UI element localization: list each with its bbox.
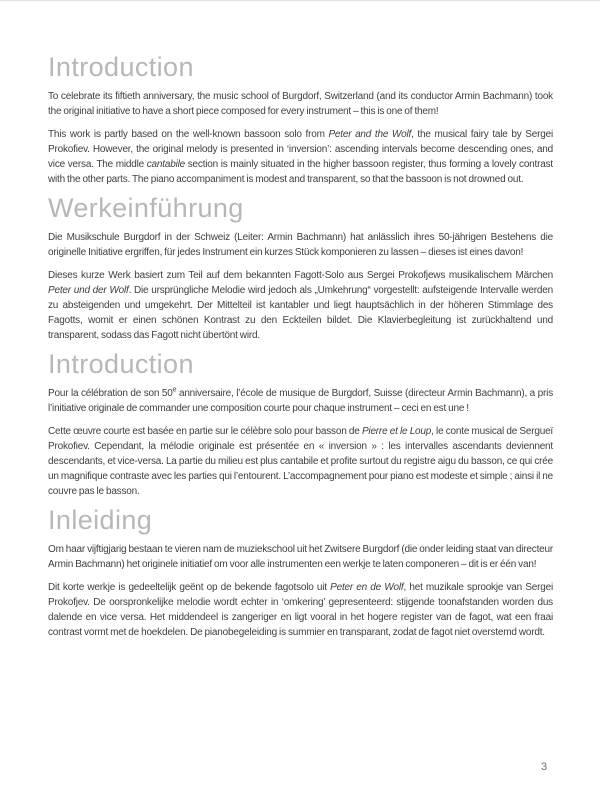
superscript-text: e — [172, 386, 177, 394]
italic-text: Peter en de Wolf — [330, 582, 404, 593]
text-run: Dieses kurze Werk basiert zum Teil auf dem bekannten Fagott-Solo aus Sergei Prokofjews musikalischem Märchen — [48, 270, 553, 281]
section-introduction-english — [48, 54, 553, 187]
paragraph — [48, 89, 553, 119]
text-run: , le conte musical de Sergueï Prokofiev. Cependant, la mélodie originale est présentée en « inversion » : les intervalles ascendants deviennent descendants, et vice-versa. La partie du milieu est plus cantabile et profite surtout du registre aigu du basson, ce qui crée un magnifique contraste avec les parties qui l’entourent. L’accompagnement pour piano est modeste et simple ; ainsi il ne couvre pas le basson. — [48, 426, 554, 497]
italic-text: Peter and the Wolf — [328, 129, 412, 140]
section-heading: Introduction — [48, 349, 194, 379]
text-run: Pour la célébration de son 50 — [48, 388, 173, 399]
section-heading: Werkeinführung — [48, 193, 244, 223]
text-run: , het muzikale sprookje van Sergei Prokofjev. De oorspronkelijke melodie wordt echter in ‘omkering’ gepresenteerd: stijgende toonafstanden worden dus dalende en vice versa. Het middendeel is zangeriger en ligt vooral in het hogere register van de fagot, wat een fraai contrast vormt met de hoekdelen. De pianobegeleiding is summier en transparant, zodat de fagot niet overstemd wordt. — [48, 582, 553, 638]
section-inleiding-dutch — [48, 507, 553, 640]
text-run: Om haar vijftigjarig bestaan te vieren nam de muziekschool uit het Zwitsere Burgdorf (die onder leiding staat van directeur Armin Bachmann) het originele initiatief om voor alle instrumenten een werkje te laten componeren – dit is er één van! — [48, 544, 554, 570]
text-run: Dit korte werkje is gedeeltelijk geënt op de bekende fagotsolo uit — [48, 582, 331, 593]
text-run: Cette œuvre courte est basée en partie sur le célèbre solo pour basson de — [48, 426, 362, 437]
text-run: , the musical fairy tale by Sergei Prokofiev. However, the original melody is presented in ‘inversion’: ascending intervals become descending ones, and vice versa. The middle — [48, 129, 553, 170]
paragraph — [48, 268, 553, 343]
paragraph — [48, 386, 553, 416]
paragraph — [48, 580, 553, 640]
italic-text: Pierre et le Loup — [361, 426, 432, 437]
section-introduction-french — [48, 351, 553, 499]
paragraph — [48, 542, 553, 572]
italic-text: Peter und der Wolf — [48, 285, 129, 296]
paragraph — [48, 127, 553, 187]
text-run: . Die ursprüngliche Melodie wird jedoch als „Umkehrung“ vorgestellt: aufsteigende Intervalle werden zu absteigenden und umgekehrt. Der Mittelteil ist kantabler und liegt hauptsächlich in der höheren Stimmlage des Fagotts, womit er einen schönen Kontrast zu den Eckteilen bildet. Die Klavierbegleitung ist zurückhaltend und transparent, sodass das Fagott nicht übertönt wird. — [48, 285, 553, 341]
text-run: Die Musikschule Burgdorf in der Schweiz (Leiter: Armin Bachmann) hat anlässlich ihres 50-jährigen Bestehens die originelle Initiative ergriffen, für jedes Instrument ein kurzes Stück komponieren zu lassen – dieses ist eines davon! — [48, 232, 553, 258]
paragraph — [48, 230, 553, 260]
section-heading: Introduction — [48, 52, 194, 82]
section-heading: Inleiding — [48, 505, 153, 535]
section-werkeinfuehrung-german — [48, 195, 553, 343]
text-run: This work is partly based on the well-known bassoon solo from — [48, 129, 329, 140]
italic-text: cantabile — [146, 159, 185, 170]
text-run: anniversaire, l’école de musique de Burgdorf, Suisse (directeur Armin Bachmann), a pris l’initiative originale de commander une composition courte pour chaque instrument – ceci en est une ! — [48, 388, 553, 414]
text-run: section is mainly situated in the higher bassoon register, thus forming a lovely contrast with the other parts. The piano accompaniment is modest and transparent, so that the bassoon is not drowned out. — [48, 159, 553, 185]
text-run: To celebrate its fiftieth anniversary, the music school of Burgdorf, Switzerland (and its conductor Armin Bachmann) took the original initiative to have a short piece composed for every instrument – this is one of them! — [48, 91, 553, 117]
page-number: 3 — [541, 761, 548, 773]
document-body — [0, 1, 600, 640]
paragraph — [48, 424, 553, 499]
